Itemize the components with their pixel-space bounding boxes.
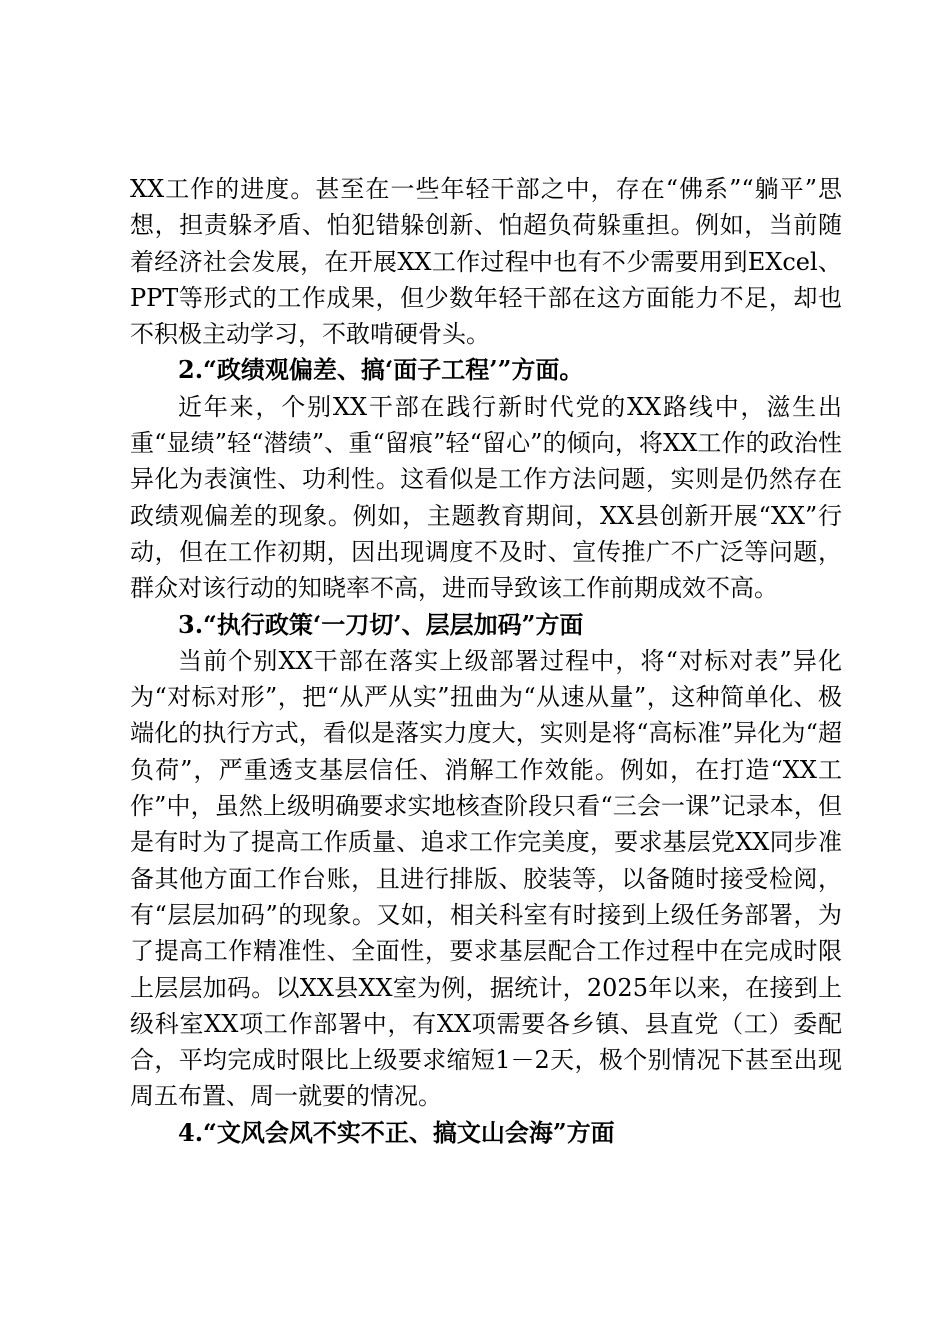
body-paragraph: 近年来，个别XX干部在践行新时代党的XX路线中，滋生出重“显绩”轻“潜绩”、重“留痕”轻“留心”的倾向，将XX工作的政治性异化为表演性、功利性。这看似是工作方法问题，实则是仍然存在政绩观偏差的现象。例如，主题教育期间，XX县创新开展“XX”行动，但在工作初期，因出现调度不及时、宣传推广不广泛等问题，群众对该行动的知晓率不高，进而导致该工作前期成效不高。 (130, 392, 842, 603)
body-paragraph: 当前个别XX干部在落实上级部署过程中，将“对标对表”异化为“对标对形”，把“从严从实”扭曲为“从速从量”，这种简单化、极端化的执行方式，看似是落实力度大，实则是将“高标准”异化为“超负荷”，严重透支基层信任、消解工作效能。例如，在打造“XX工作”中，虽然上级明确要求实地核查阶段只看“三会一课”记录本，但是有时为了提高工作质量、追求工作完美度，要求基层党XX同步准备其他方面工作台账，且进行排版、胶装等，以备随时接受检阅，有“层层加码”的现象。又如，相关科室有时接到上级任务部署，为了提高工作精准性、全面性，要求基层配合工作过程中在完成时限上层层加码。以XX县XX室为例，据统计，2025年以来，在接到上级科室XX项工作部署中，有XX项需要各乡镇、县直党（工）委配合，平均完成时限比上级要求缩短1－2天，极个别情况下甚至出现周五布置、周一就要的情况。 (130, 646, 842, 1111)
section-heading: 3.“执行政策‘一刀切’、层层加码”方面 (178, 609, 584, 639)
section-heading: 4.“文风会风不实不正、搞文山会海”方面 (178, 1117, 615, 1147)
body-paragraph: XX工作的进度。甚至在一些年轻干部之中，存在“佛系”“躺平”思想，担责躲矛盾、怕犯错躲创新、怕超负荷躲重担。例如，当前随着经济社会发展，在开展XX工作过程中也有不少需要用到EXcel、PPT等形式的工作成果，但少数年轻干部在这方面能力不足，却也不积极主动学习，不敢啃硬骨头。 (130, 175, 842, 349)
document-body (130, 171, 842, 1151)
section-heading: 2.“政绩观偏差、搞‘面子工程’”方面。 (178, 355, 584, 385)
